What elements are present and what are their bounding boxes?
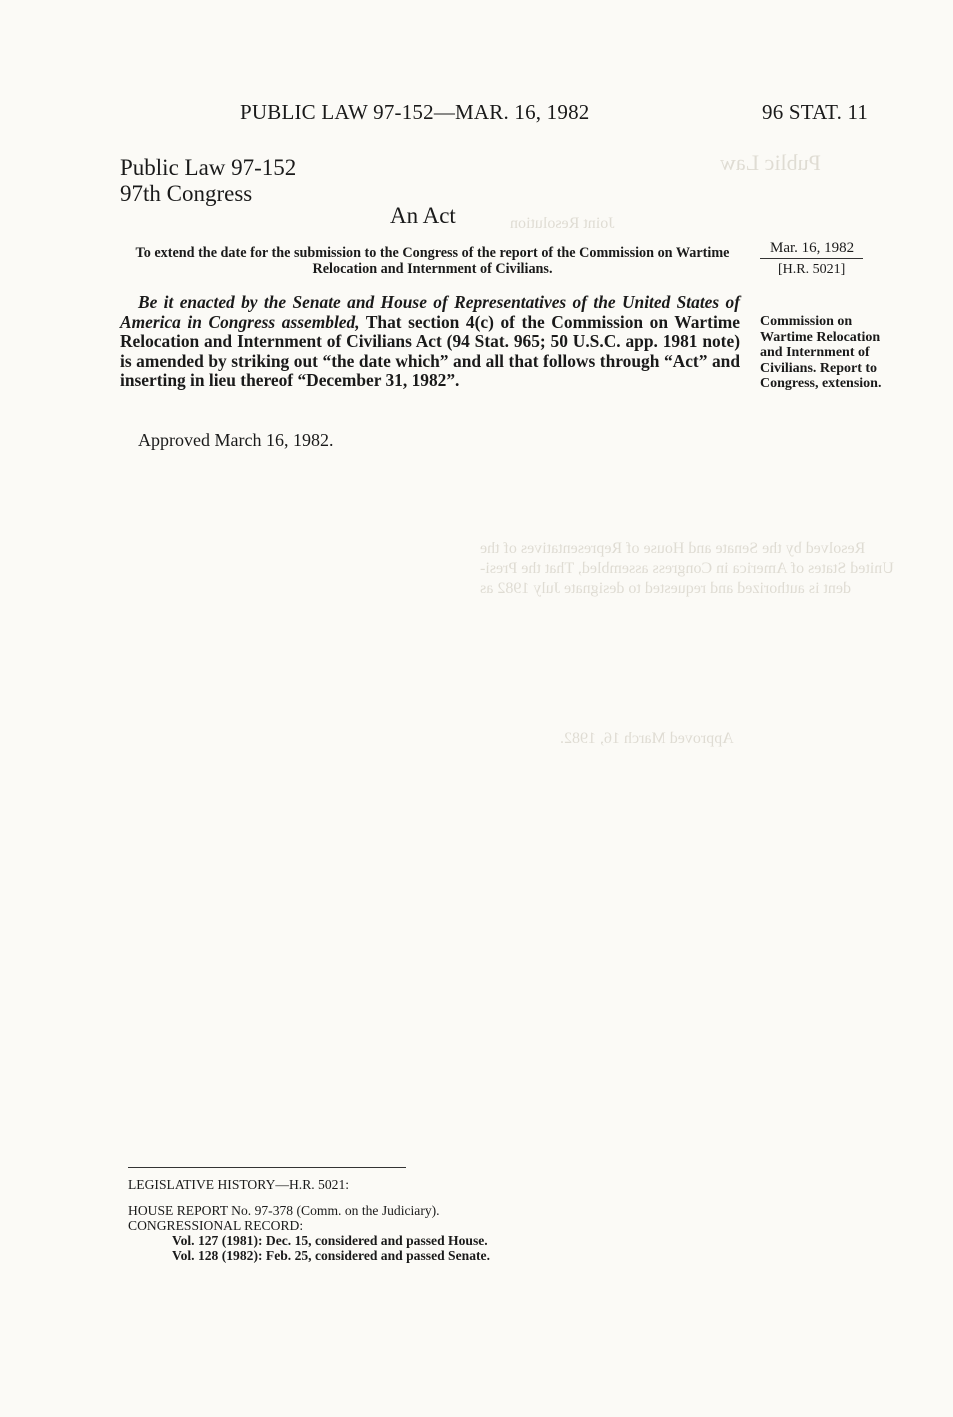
congress-number: 97th Congress xyxy=(120,181,253,206)
margin-subject-note: Commission on Wartime Relocation and Internment of Civilians. Report to Congress, extension. xyxy=(760,314,882,392)
legislative-history-heading: LEGISLATIVE HISTORY—H.R. 5021: xyxy=(128,1177,350,1192)
enacting-formula: Be it enacted by the Senate and House of Representatives of the United States of America in Congress assembled, xyxy=(120,292,740,332)
running-head: PUBLIC LAW 97-152—MAR. 16, 1982 xyxy=(240,100,590,124)
show-through-text: Resolved by the Senate and House of Representatives of the xyxy=(480,540,866,557)
margin-bill-number: [H.R. 5021] xyxy=(778,262,846,277)
enacting-clause xyxy=(120,293,740,391)
show-through-text: Joint Resolution xyxy=(510,215,615,232)
record-volume-entry: Vol. 127 (1981): Dec. 15, considered and passed House. xyxy=(172,1233,488,1248)
approval-date: Approved March 16, 1982. xyxy=(138,430,334,450)
public-law-number: Public Law 97-152 xyxy=(120,155,297,180)
show-through-text: Public Law xyxy=(720,150,821,175)
enacting-text: That section 4(c) of the Commission on Wartime Relocation and Internment of Civilians Act (94 Stat. 965; 50 U.S.C. app. 1981 note) is amended by striking out “the date which” and all that follows through “Act” and inserting in lieu thereof “December 31, 1982”. xyxy=(120,311,740,391)
show-through-text: dent is authorized and requested to designate July 1982 as xyxy=(480,580,852,597)
footer-divider xyxy=(128,1167,406,1168)
show-through-text: Approved March 16, 1982. xyxy=(560,730,734,747)
margin-divider xyxy=(760,258,863,259)
record-volume-entry: Vol. 128 (1982): Feb. 25, considered and passed Senate. xyxy=(172,1248,490,1263)
margin-date: Mar. 16, 1982 xyxy=(770,240,855,256)
statutes-citation: 96 STAT. 11 xyxy=(762,100,869,124)
house-report: HOUSE REPORT No. 97-378 (Comm. on the Judiciary). xyxy=(128,1203,440,1218)
show-through-text: United States of America in Congress assembled, That the Presi- xyxy=(480,560,894,577)
act-purpose: To extend the date for the submission to the Congress of the report of the Commission on Wartime Relocation and Internment of Civilians. xyxy=(135,245,730,277)
act-title: An Act xyxy=(390,203,456,228)
congressional-record-heading: CONGRESSIONAL RECORD: xyxy=(128,1218,304,1233)
